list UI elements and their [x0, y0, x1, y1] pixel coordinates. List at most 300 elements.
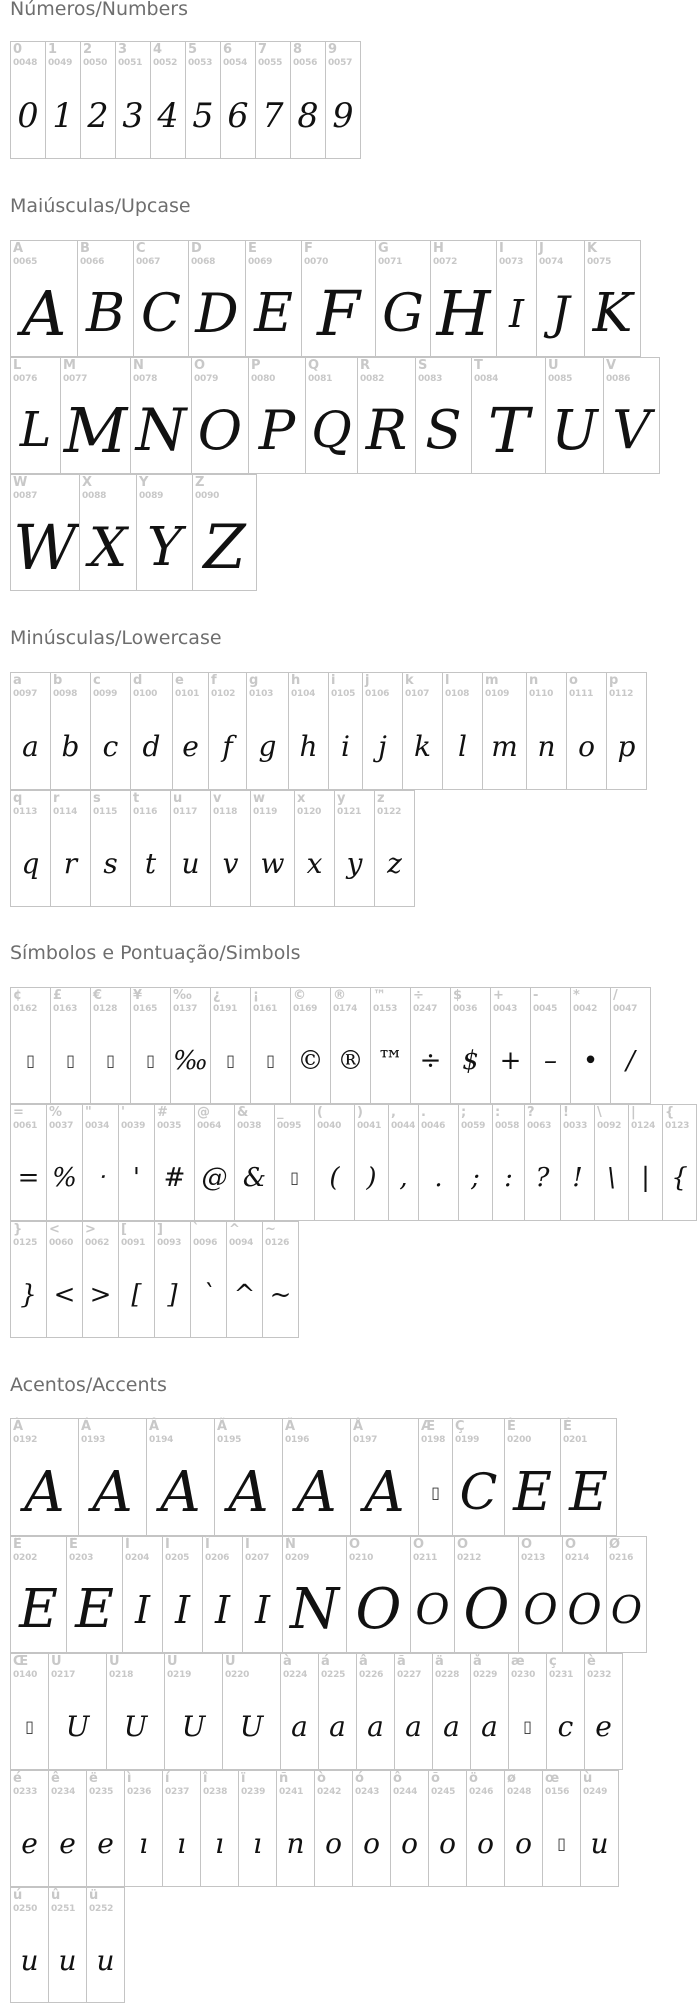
glyph-code: 0193: [81, 1435, 106, 1445]
glyph-code: 0226: [359, 1670, 384, 1680]
glyph-cell-0237: [162, 1770, 201, 1887]
glyph-sample: u: [590, 1827, 609, 1860]
glyph-code: 0091: [121, 1238, 146, 1248]
glyph-code: 0102: [211, 689, 236, 699]
glyph-cell-0101: [172, 672, 209, 790]
glyph-label: Q: [308, 358, 320, 373]
glyph-label: H: [433, 241, 444, 256]
glyph-cell-0231: [546, 1653, 585, 1770]
glyph-label: u: [173, 791, 183, 806]
glyph-cell-0248: [504, 1770, 543, 1887]
glyph-sample: O: [415, 1585, 450, 1634]
glyph-label: õ: [431, 1771, 440, 1786]
glyph-label: a: [13, 673, 22, 688]
glyph-cell-0083: [415, 357, 472, 474]
glyph-code: 0230: [511, 1670, 536, 1680]
glyph-label: Â: [149, 1419, 160, 1434]
missing-glyph-box-icon: ▯: [146, 1051, 155, 1070]
glyph-code: 0098: [53, 689, 78, 699]
glyph-code: 0153: [373, 1004, 398, 1014]
glyph-cell-0056: [290, 41, 326, 159]
glyph-sample: ı: [177, 1827, 186, 1860]
glyph-cell-0041: [354, 1104, 389, 1221]
glyph-code: 0199: [455, 1435, 480, 1445]
glyph-cell-0214: [562, 1536, 607, 1653]
glyph-label: Ë: [69, 1537, 78, 1552]
glyph-cell-0073: [496, 240, 537, 357]
glyph-label: 9: [328, 42, 338, 57]
glyph-cell-0095: [274, 1104, 315, 1221]
glyph-cell-0111: [566, 672, 607, 790]
section-title-acentos-accents: Acentos/Accents: [10, 1374, 167, 1396]
glyph-code: 0103: [249, 689, 274, 699]
glyph-sample: E: [19, 1578, 58, 1640]
glyph-code: 0237: [165, 1787, 190, 1797]
glyph-cell-0100: [130, 672, 173, 790]
glyph-cell-0165: [130, 987, 171, 1104]
glyph-sample: Q: [311, 401, 352, 459]
glyph-sample: m: [491, 730, 518, 763]
glyph-cell-0052: [150, 41, 186, 159]
glyph-cell-0211: [410, 1536, 455, 1653]
glyph-cell-0097: [10, 672, 51, 790]
glyph-label: 6: [223, 42, 233, 57]
glyph-code: 0116: [133, 807, 158, 817]
glyph-sample: K: [592, 282, 633, 344]
missing-glyph-box-icon: ▯: [266, 1051, 275, 1070]
glyph-sample: D: [195, 282, 239, 345]
glyph-code: 0243: [355, 1787, 380, 1797]
glyph-label: Ä: [285, 1419, 296, 1434]
glyph-cell-0238: [200, 1770, 239, 1887]
glyph-label: €: [93, 988, 103, 1003]
glyph-label: e: [175, 673, 184, 688]
glyph-label: }: [13, 1222, 23, 1237]
glyph-code: 0075: [587, 257, 612, 267]
glyph-code: 0202: [13, 1553, 38, 1563]
glyph-label: Ê: [13, 1537, 22, 1552]
glyph-sample: ᐧ: [97, 1163, 104, 1193]
glyph-sample: u: [96, 1944, 115, 1977]
glyph-cell-0191: [210, 987, 251, 1104]
glyph-cell-0109: [482, 672, 527, 790]
glyph-sample: E: [513, 1461, 552, 1523]
glyph-code: 0100: [133, 689, 158, 699]
glyph-cell-0060: [46, 1221, 83, 1338]
glyph-label: Õ: [521, 1537, 533, 1552]
glyph-label: Ì: [125, 1537, 130, 1552]
glyph-label: É: [563, 1419, 572, 1434]
glyph-cell-0162: [10, 987, 51, 1104]
glyph-code: 0220: [225, 1670, 250, 1680]
glyph-cell-0040: [314, 1104, 355, 1221]
glyph-code: 0140: [13, 1670, 38, 1680]
glyph-code: 0059: [461, 1121, 486, 1131]
glyph-sample: I: [508, 292, 524, 336]
glyph-label: ): [357, 1105, 363, 1120]
glyph-cell-0219: [164, 1653, 223, 1770]
glyph-label: #: [157, 1105, 168, 1120]
glyph-code: 0137: [173, 1004, 198, 1014]
glyph-label: ¥: [133, 988, 143, 1003]
glyph-code: 0078: [133, 374, 158, 384]
glyph-label: C: [136, 241, 146, 256]
glyph-cell-0046: [418, 1104, 459, 1221]
glyph-cell-0210: [346, 1536, 411, 1653]
glyph-label: k: [405, 673, 414, 688]
glyph-label: c: [93, 673, 101, 688]
glyph-cell-0102: [208, 672, 247, 790]
glyph-label: ä: [435, 1654, 444, 1669]
glyph-cell-0076: [10, 357, 61, 474]
glyph-sample: U: [551, 398, 598, 462]
glyph-code: 0092: [597, 1121, 622, 1131]
glyph-code: 0051: [118, 58, 143, 68]
glyph-sample: g: [258, 730, 277, 763]
glyph-cell-0099: [90, 672, 131, 790]
glyph-code: 0117: [173, 807, 198, 817]
glyph-code: 0079: [194, 374, 219, 384]
glyph-sample: %: [52, 1163, 77, 1193]
glyph-sample: o: [401, 1827, 418, 1860]
glyph-cell-0092: [594, 1104, 629, 1221]
glyph-cell-0105: [328, 672, 363, 790]
glyph-cell-0107: [402, 672, 443, 790]
glyph-code: 0044: [391, 1121, 416, 1131]
glyph-label: 1: [48, 42, 58, 57]
glyph-cell-0068: [188, 240, 246, 357]
glyph-sample: \: [607, 1163, 616, 1193]
missing-glyph-box-icon: ▯: [431, 1483, 440, 1502]
glyph-cell-0082: [357, 357, 416, 474]
glyph-label: ò: [317, 1771, 326, 1786]
glyph-cell-0201: [560, 1418, 617, 1536]
glyph-code: 0114: [53, 807, 78, 817]
glyph-sample: 0: [17, 96, 39, 135]
glyph-code: 0039: [121, 1121, 146, 1131]
glyph-sample: ?: [535, 1163, 550, 1193]
glyph-sample: `: [202, 1280, 215, 1310]
glyph-sample: u: [20, 1944, 39, 1977]
glyph-cell-0047: [610, 987, 651, 1104]
glyph-sample: ı: [215, 1827, 224, 1860]
glyph-label: $: [453, 988, 463, 1003]
glyph-sample: q: [21, 847, 40, 880]
glyph-cell-0085: [545, 357, 604, 474]
glyph-code: 0163: [53, 1004, 78, 1014]
glyph-cell-0218: [106, 1653, 165, 1770]
glyph-cell-0036: [450, 987, 491, 1104]
glyph-label: A: [13, 241, 24, 256]
glyph-cell-0072: [430, 240, 497, 357]
glyph-cell-0115: [90, 790, 131, 907]
glyph-code: 0047: [613, 1004, 638, 1014]
glyph-label: Î: [205, 1537, 210, 1552]
glyph-cell-0044: [388, 1104, 419, 1221]
glyph-sample: ^: [233, 1280, 256, 1310]
glyph-code: 0121: [337, 807, 362, 817]
glyph-sample: u: [58, 1944, 77, 1977]
glyph-sample: H: [436, 277, 491, 350]
glyph-sample: Z: [203, 513, 246, 583]
glyph-cell-0198: [418, 1418, 453, 1536]
glyph-code: 0245: [431, 1787, 456, 1797]
glyph-code: 0229: [473, 1670, 498, 1680]
glyph-cell-0093: [154, 1221, 191, 1338]
glyph-code: 0038: [237, 1121, 262, 1131]
glyph-cell-0209: [282, 1536, 347, 1653]
glyph-cell-0116: [130, 790, 171, 907]
glyph-cell-0137: [170, 987, 211, 1104]
glyph-cell-0225: [318, 1653, 357, 1770]
glyph-cell-0103: [246, 672, 289, 790]
glyph-code: 0040: [317, 1121, 342, 1131]
glyph-cell-0252: [86, 1887, 125, 2003]
missing-glyph-box-icon: ▯: [25, 1717, 34, 1736]
glyph-code: 0112: [609, 689, 634, 699]
glyph-cell-0123: [662, 1104, 697, 1221]
glyph-code: 0174: [333, 1004, 358, 1014]
glyph-code: 0214: [565, 1553, 590, 1563]
glyph-cell-0243: [352, 1770, 391, 1887]
glyph-cell-0241: [276, 1770, 315, 1887]
glyph-label: Á: [81, 1419, 92, 1434]
glyph-sample: &: [242, 1163, 267, 1193]
glyph-sample: M: [63, 394, 128, 467]
missing-glyph-box-icon: ▯: [290, 1168, 299, 1187]
glyph-label: à: [283, 1654, 292, 1669]
glyph-label: <: [49, 1222, 60, 1237]
glyph-sample: a: [481, 1710, 498, 1743]
glyph-sample: O: [197, 399, 243, 462]
glyph-code: 0211: [413, 1553, 438, 1563]
glyph-sample: c: [102, 730, 119, 763]
glyph-code: 0101: [175, 689, 200, 699]
glyph-code: 0124: [631, 1121, 656, 1131]
glyph-code: 0080: [251, 374, 276, 384]
glyph-code: 0217: [51, 1670, 76, 1680]
glyph-code: 0049: [48, 58, 73, 68]
glyph-code: 0197: [353, 1435, 378, 1445]
glyph-sample: e: [595, 1710, 612, 1743]
glyph-cell-0206: [202, 1536, 243, 1653]
glyph-sample: J: [551, 287, 570, 340]
glyph-cell-0197: [350, 1418, 419, 1536]
glyph-sample: G: [382, 284, 424, 344]
glyph-label: Ú: [109, 1654, 120, 1669]
glyph-cell-0084: [471, 357, 546, 474]
glyph-label: ç: [549, 1654, 557, 1669]
glyph-sample: a: [22, 730, 39, 763]
glyph-cell-0042: [570, 987, 611, 1104]
glyph-cell-0232: [584, 1653, 623, 1770]
glyph-label: ù: [583, 1771, 593, 1786]
glyph-sample: .: [434, 1163, 443, 1193]
glyph-cell-0193: [78, 1418, 147, 1536]
glyph-label: U: [548, 358, 559, 373]
glyph-sample: a: [405, 1710, 422, 1743]
glyph-sample: I: [134, 1588, 150, 1632]
glyph-sample: !: [572, 1163, 583, 1193]
glyph-cell-0053: [185, 41, 221, 159]
glyph-label: q: [13, 791, 23, 806]
glyph-code: 0089: [139, 491, 164, 501]
glyph-cell-0055: [255, 41, 291, 159]
glyph-cell-0213: [518, 1536, 563, 1653]
glyph-label: ™: [373, 988, 386, 1003]
glyph-cell-0048: [10, 41, 46, 159]
glyph-sample: b: [61, 730, 80, 763]
glyph-sample: =: [17, 1163, 40, 1193]
glyph-sample: O: [355, 1577, 402, 1642]
glyph-cell-0251: [48, 1887, 87, 2003]
glyph-label: .: [421, 1105, 426, 1120]
glyph-code: 0120: [297, 807, 322, 817]
glyph-label: 0: [13, 42, 23, 57]
glyph-sample: A: [364, 1460, 405, 1525]
glyph-code: 0196: [285, 1435, 310, 1445]
glyph-sample: 6: [227, 96, 249, 135]
glyph-sample: n: [286, 1827, 305, 1860]
glyph-cell-0096: [190, 1221, 227, 1338]
glyph-label: ê: [51, 1771, 60, 1786]
glyph-code: 0071: [378, 257, 403, 267]
glyph-cell-0126: [262, 1221, 299, 1338]
glyph-label: R: [360, 358, 371, 373]
glyph-label: ": [85, 1105, 92, 1120]
glyph-label: å: [473, 1654, 482, 1669]
glyph-cell-0140: [10, 1653, 49, 1770]
glyph-label: f: [211, 673, 217, 688]
glyph-cell-0249: [580, 1770, 619, 1887]
glyph-label: ': [121, 1105, 125, 1120]
glyph-code: 0090: [195, 491, 220, 501]
glyph-label: J: [539, 241, 544, 256]
glyph-label: â: [359, 1654, 368, 1669]
glyph-code: 0162: [13, 1004, 38, 1014]
glyph-sample: c: [557, 1710, 574, 1743]
glyph-code: 0233: [13, 1787, 38, 1797]
glyph-label: r: [53, 791, 60, 806]
glyph-sample: u: [181, 847, 200, 880]
glyph-code: 0061: [13, 1121, 38, 1131]
glyph-label: >: [85, 1222, 96, 1237]
glyph-cell-0054: [220, 41, 256, 159]
glyph-label: +: [493, 988, 504, 1003]
glyph-cell-0125: [10, 1221, 47, 1338]
glyph-code: 0244: [393, 1787, 418, 1797]
glyph-code: 0054: [223, 58, 248, 68]
glyph-sample: ;: [471, 1163, 480, 1193]
glyph-sample: U: [239, 1710, 264, 1743]
glyph-code: 0067: [136, 257, 161, 267]
glyph-code: 0068: [191, 257, 216, 267]
glyph-sample: e: [182, 730, 199, 763]
glyph-sample: •: [582, 1046, 599, 1076]
missing-glyph-box-icon: ▯: [226, 1051, 235, 1070]
missing-glyph-box-icon: ▯: [523, 1717, 532, 1736]
glyph-label: ë: [89, 1771, 98, 1786]
glyph-code: 0045: [533, 1004, 558, 1014]
glyph-cell-0075: [584, 240, 641, 357]
glyph-sample: o: [515, 1827, 532, 1860]
glyph-label: ÷: [413, 988, 424, 1003]
glyph-sample: T: [487, 394, 530, 467]
glyph-code: 0250: [13, 1904, 38, 1914]
glyph-label: b: [53, 673, 63, 688]
glyph-sample: >: [89, 1280, 112, 1310]
glyph-cell-0194: [146, 1418, 215, 1536]
glyph-sample: A: [21, 277, 67, 350]
glyph-cell-0034: [82, 1104, 119, 1221]
glyph-label: =: [13, 1105, 24, 1120]
glyph-sample: {: [671, 1163, 688, 1193]
glyph-label: 7: [258, 42, 268, 57]
glyph-sample: N: [135, 396, 187, 464]
glyph-sample: a: [443, 1710, 460, 1743]
glyph-sample: #: [163, 1163, 186, 1193]
glyph-label: g: [249, 673, 259, 688]
glyph-code: 0238: [203, 1787, 228, 1797]
glyph-cell-0212: [454, 1536, 519, 1653]
glyph-label: i: [331, 673, 336, 688]
glyph-label: E: [248, 241, 257, 256]
glyph-sample: o: [439, 1827, 456, 1860]
glyph-sample: y: [346, 847, 363, 880]
glyph-cell-0244: [390, 1770, 429, 1887]
glyph-code: 0119: [253, 807, 278, 817]
glyph-sample: t: [144, 847, 157, 880]
glyph-sample: i: [341, 730, 350, 763]
glyph-label: W: [13, 475, 28, 490]
glyph-code: 0228: [435, 1670, 460, 1680]
glyph-label: ¢: [13, 988, 23, 1003]
glyph-label: ®: [333, 988, 346, 1003]
glyph-cell-0122: [374, 790, 415, 907]
glyph-sample: ı: [139, 1827, 148, 1860]
glyph-cell-0086: [603, 357, 660, 474]
glyph-sample: o: [578, 730, 595, 763]
glyph-cell-0228: [432, 1653, 471, 1770]
glyph-label: Ö: [565, 1537, 577, 1552]
glyph-cell-0121: [334, 790, 375, 907]
glyph-cell-0059: [458, 1104, 493, 1221]
glyph-sample: +: [499, 1046, 522, 1076]
glyph-label: ¡: [253, 988, 259, 1003]
glyph-label: \: [597, 1105, 602, 1120]
glyph-label: Å: [353, 1419, 364, 1434]
glyph-cell-0049: [45, 41, 81, 159]
glyph-label: é: [13, 1771, 22, 1786]
glyph-code: 0195: [217, 1435, 242, 1445]
glyph-label: ‰: [173, 988, 192, 1003]
glyph-sample: h: [299, 730, 318, 763]
glyph-code: 0056: [293, 58, 318, 68]
missing-glyph-box-icon: ▯: [66, 1051, 75, 1070]
glyph-code: 0224: [283, 1670, 308, 1680]
glyph-label: 8: [293, 42, 303, 57]
glyph-code: 0122: [377, 807, 402, 817]
glyph-label: v: [213, 791, 222, 806]
glyph-sample: v: [222, 847, 239, 880]
glyph-sample: O: [523, 1585, 558, 1634]
glyph-code: 0111: [569, 689, 594, 699]
glyph-sample: @: [201, 1163, 228, 1193]
glyph-cell-0063: [524, 1104, 561, 1221]
glyph-sample: ™: [377, 1046, 404, 1076]
glyph-cell-0204: [122, 1536, 163, 1653]
glyph-code: 0043: [493, 1004, 518, 1014]
